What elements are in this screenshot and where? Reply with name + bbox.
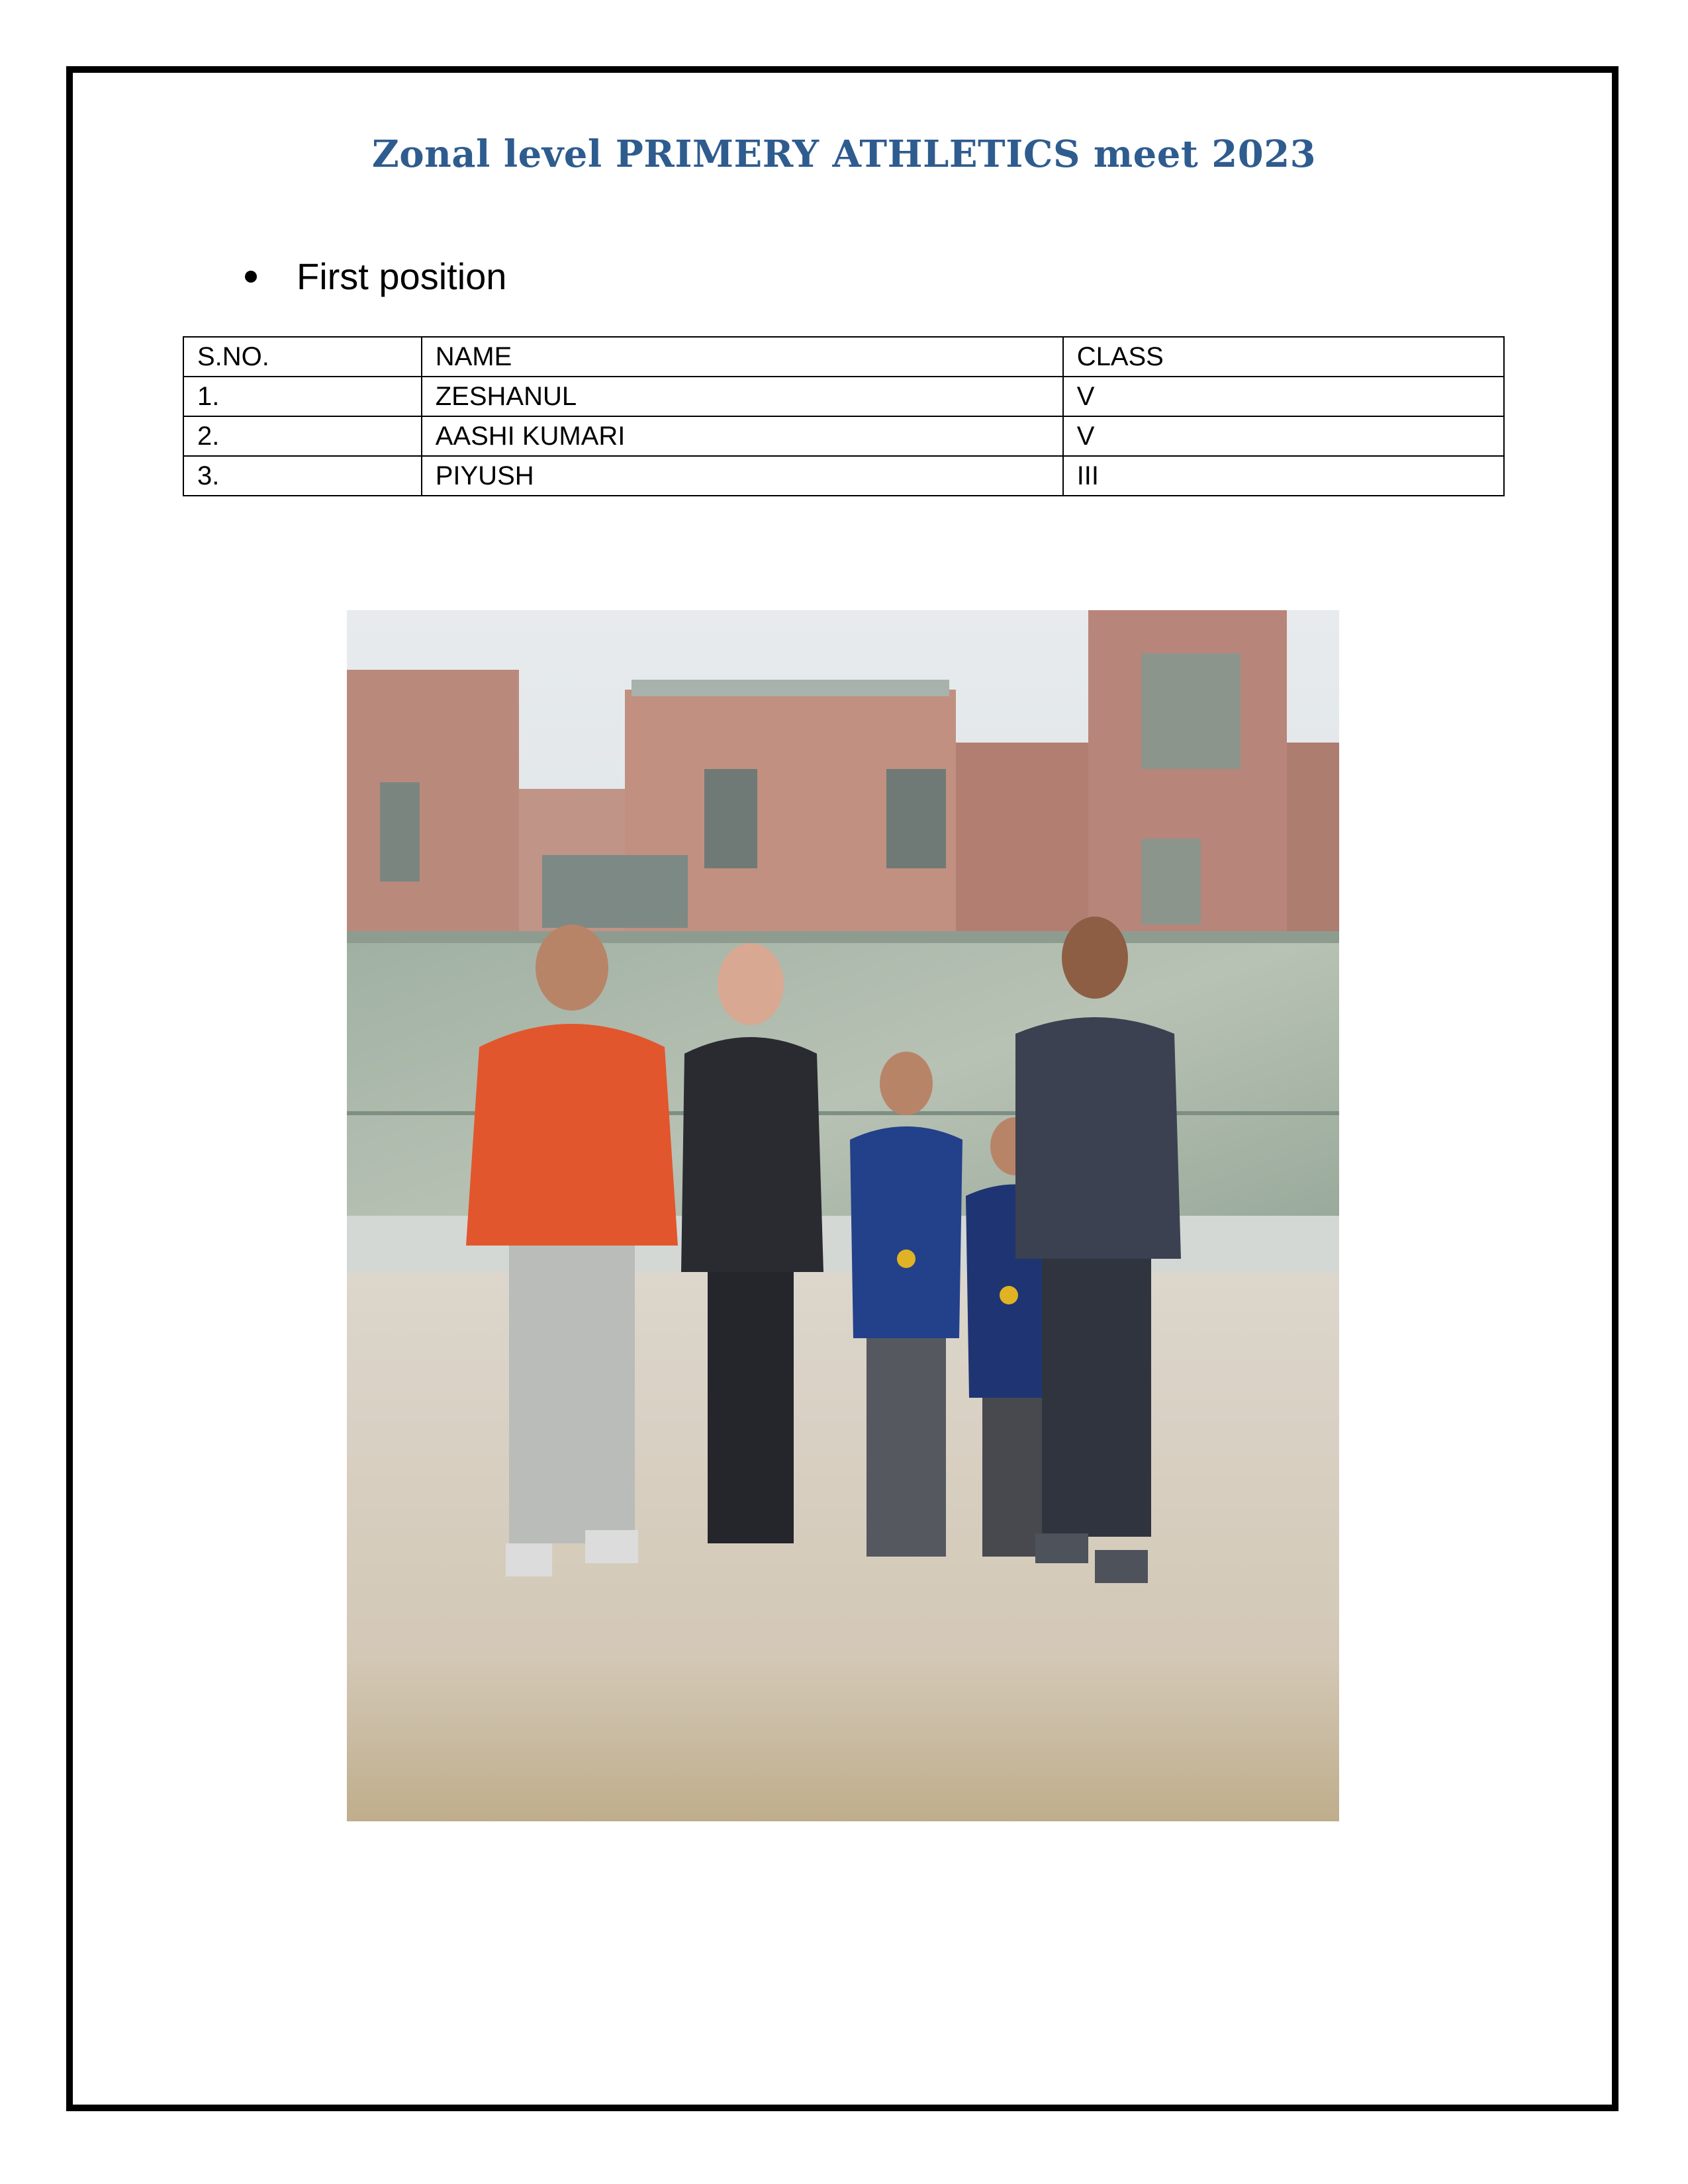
cell-class: V [1063, 416, 1504, 456]
table-row [183, 377, 1504, 416]
header-name: NAME [422, 337, 1063, 377]
group-photo [347, 610, 1339, 1821]
results-table [183, 336, 1505, 496]
bullet-item [245, 255, 506, 298]
cell-class: V [1063, 377, 1504, 416]
bullet-icon [245, 271, 257, 283]
cell-sno: 3. [183, 456, 422, 496]
page-title: Zonal level PRIMERY ATHLETICS meet 2023 [371, 132, 1317, 176]
cell-name: ZESHANUL [422, 377, 1063, 416]
cell-name: PIYUSH [422, 456, 1063, 496]
cell-name: AASHI KUMARI [422, 416, 1063, 456]
table-row [183, 456, 1504, 496]
cell-sno: 2. [183, 416, 422, 456]
header-sno: S.NO. [183, 337, 422, 377]
table-row [183, 416, 1504, 456]
table-header-row [183, 337, 1504, 377]
cell-class: III [1063, 456, 1504, 496]
cell-sno: 1. [183, 377, 422, 416]
bullet-text: First position [297, 255, 507, 297]
header-class: CLASS [1063, 337, 1504, 377]
